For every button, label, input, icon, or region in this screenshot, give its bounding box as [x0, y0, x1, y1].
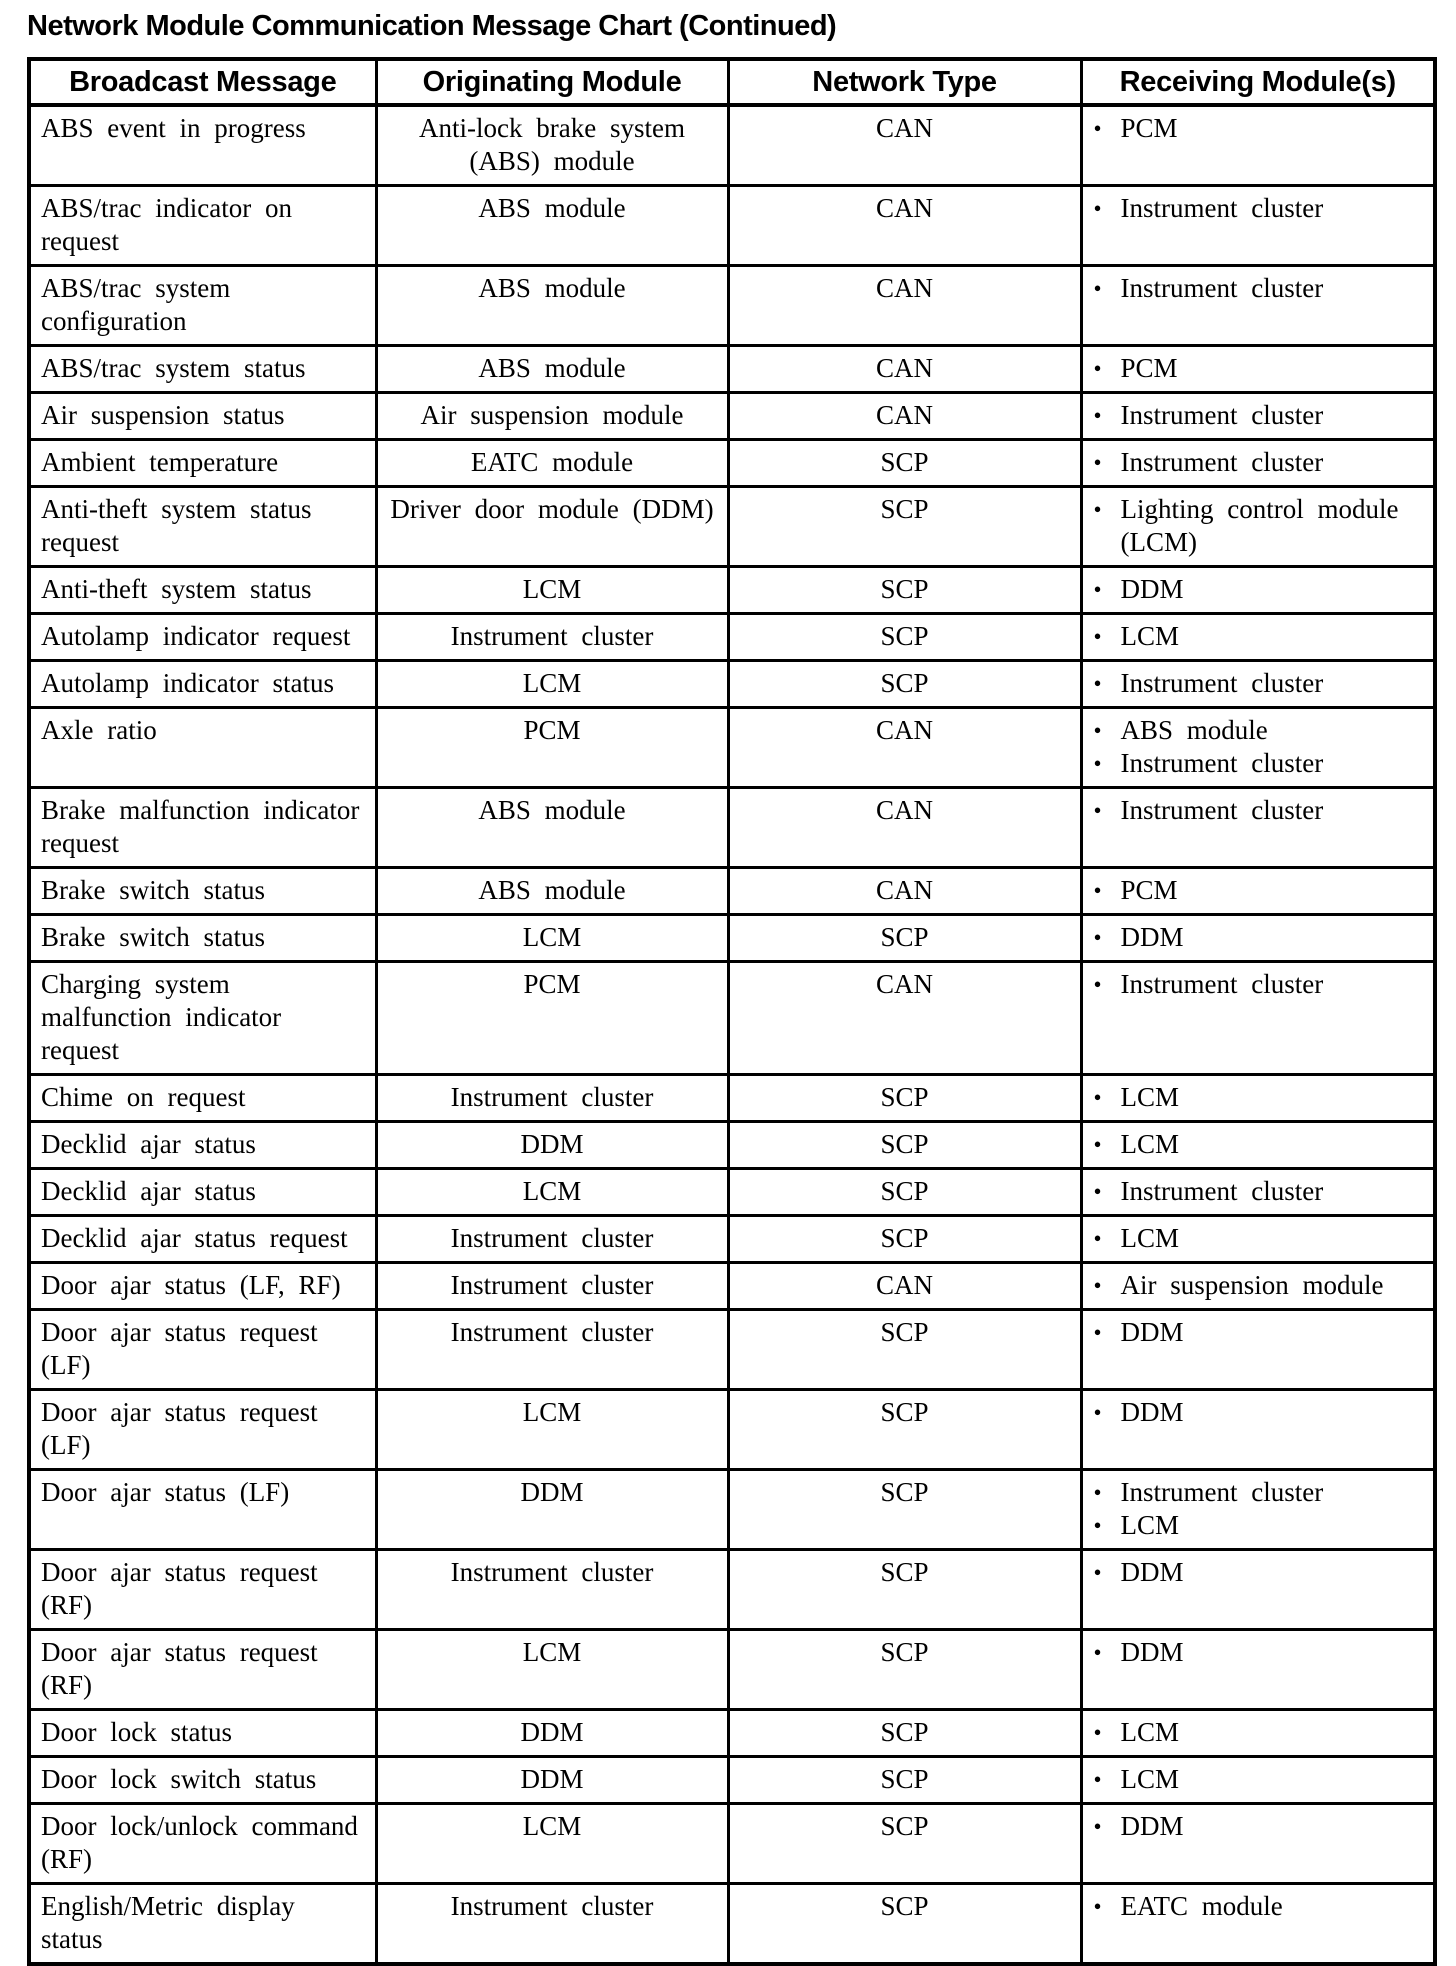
- network-type-cell: SCP: [728, 567, 1081, 614]
- bullet-icon: •: [1093, 497, 1102, 522]
- receiving-modules-cell: [1081, 266, 1435, 346]
- receiving-module-label: Instrument cluster: [1120, 400, 1324, 430]
- receiving-module-item: [1091, 1316, 1424, 1349]
- originating-module-cell: Instrument cluster: [376, 1216, 728, 1263]
- bullet-icon: •: [1093, 577, 1102, 602]
- broadcast-message-cell: Anti-theft system status: [29, 567, 376, 614]
- bullet-icon: •: [1093, 1132, 1102, 1157]
- broadcast-message-cell: Decklid ajar status request: [29, 1216, 376, 1263]
- broadcast-message-cell: Autolamp indicator status: [29, 661, 376, 708]
- bullet-icon: •: [1093, 196, 1102, 221]
- originating-module-cell: PCM: [376, 708, 728, 788]
- receiving-module-label: LCM: [1120, 1082, 1180, 1112]
- receiving-modules-cell: [1081, 440, 1435, 487]
- receiving-modules-cell: [1081, 1216, 1435, 1263]
- receiving-modules-cell: [1081, 1470, 1435, 1550]
- broadcast-message-cell: ABS event in progress: [29, 105, 376, 186]
- table-row: [29, 1390, 1435, 1470]
- broadcast-message-cell: ABS/trac indicator on request: [29, 186, 376, 266]
- table-row: [29, 346, 1435, 393]
- receiving-modules-cell: [1081, 105, 1435, 186]
- broadcast-message-cell: Door ajar status request (RF): [29, 1550, 376, 1630]
- broadcast-message-cell: Charging system malfunction indicator request: [29, 962, 376, 1075]
- network-type-cell: SCP: [728, 440, 1081, 487]
- broadcast-message-cell: Door lock status: [29, 1710, 376, 1757]
- bullet-icon: •: [1093, 1179, 1102, 1204]
- receiving-modules-cell: [1081, 393, 1435, 440]
- receiving-module-item: [1091, 112, 1424, 145]
- table-row: [29, 1263, 1435, 1310]
- receiving-module-label: Instrument cluster: [1120, 193, 1324, 223]
- network-type-cell: SCP: [728, 915, 1081, 962]
- network-type-cell: SCP: [728, 487, 1081, 567]
- bullet-icon: •: [1093, 1814, 1102, 1839]
- network-type-cell: SCP: [728, 1884, 1081, 1965]
- broadcast-message-cell: Door lock/unlock command (RF): [29, 1804, 376, 1884]
- bullet-icon: •: [1093, 798, 1102, 823]
- bullet-icon: •: [1093, 1400, 1102, 1425]
- originating-module-cell: ABS module: [376, 266, 728, 346]
- originating-module-cell: Instrument cluster: [376, 1884, 728, 1965]
- column-header-originating-module: Originating Module: [376, 59, 728, 105]
- originating-module-cell: PCM: [376, 962, 728, 1075]
- table-row: [29, 186, 1435, 266]
- network-type-cell: CAN: [728, 1263, 1081, 1310]
- receiving-modules-cell: [1081, 1630, 1435, 1710]
- receiving-modules-cell: [1081, 1122, 1435, 1169]
- originating-module-cell: Instrument cluster: [376, 614, 728, 661]
- receiving-module-item: [1091, 1222, 1424, 1255]
- receiving-modules-cell: [1081, 1169, 1435, 1216]
- broadcast-message-cell: Anti-theft system status request: [29, 487, 376, 567]
- table-row: [29, 1216, 1435, 1263]
- network-type-cell: CAN: [728, 105, 1081, 186]
- receiving-module-label: Instrument cluster: [1120, 273, 1324, 303]
- column-header-broadcast-message: Broadcast Message: [29, 59, 376, 105]
- bullet-icon: •: [1093, 1720, 1102, 1745]
- network-type-cell: CAN: [728, 788, 1081, 868]
- bullet-icon: •: [1093, 1767, 1102, 1792]
- receiving-module-label: Instrument cluster: [1120, 1477, 1324, 1507]
- receiving-modules-cell: [1081, 487, 1435, 567]
- broadcast-message-cell: Air suspension status: [29, 393, 376, 440]
- receiving-module-label: Instrument cluster: [1120, 1176, 1324, 1206]
- network-type-cell: CAN: [728, 393, 1081, 440]
- bullet-icon: •: [1093, 1640, 1102, 1665]
- originating-module-cell: Instrument cluster: [376, 1310, 728, 1390]
- bullet-icon: •: [1093, 1894, 1102, 1919]
- table-row: [29, 266, 1435, 346]
- broadcast-message-cell: Door ajar status request (LF): [29, 1310, 376, 1390]
- receiving-module-label: LCM: [1120, 621, 1180, 651]
- originating-module-cell: LCM: [376, 1804, 728, 1884]
- receiving-module-item: [1091, 352, 1424, 385]
- originating-module-cell: LCM: [376, 661, 728, 708]
- network-type-cell: SCP: [728, 1710, 1081, 1757]
- bullet-icon: •: [1093, 624, 1102, 649]
- originating-module-cell: ABS module: [376, 868, 728, 915]
- originating-module-cell: Anti-lock brake system (ABS) module: [376, 105, 728, 186]
- receiving-module-item: [1091, 1175, 1424, 1208]
- receiving-module-label: EATC module: [1120, 1891, 1283, 1921]
- table-row: [29, 915, 1435, 962]
- receiving-module-item: [1091, 1476, 1424, 1509]
- receiving-modules-cell: [1081, 708, 1435, 788]
- table-row: [29, 1884, 1435, 1965]
- network-type-cell: SCP: [728, 1075, 1081, 1122]
- network-type-cell: SCP: [728, 1122, 1081, 1169]
- table-row: [29, 1470, 1435, 1550]
- bullet-icon: •: [1093, 1320, 1102, 1345]
- table-row: [29, 1169, 1435, 1216]
- receiving-module-label: LCM: [1120, 1223, 1180, 1253]
- receiving-modules-cell: [1081, 1310, 1435, 1390]
- broadcast-message-cell: Autolamp indicator request: [29, 614, 376, 661]
- bullet-icon: •: [1093, 1226, 1102, 1251]
- originating-module-cell: LCM: [376, 1390, 728, 1470]
- page-title: Network Module Communication Message Chart (Continued): [27, 10, 837, 42]
- receiving-module-label: Instrument cluster: [1120, 795, 1324, 825]
- receiving-modules-cell: [1081, 962, 1435, 1075]
- bullet-icon: •: [1093, 1480, 1102, 1505]
- originating-module-cell: ABS module: [376, 788, 728, 868]
- bullet-icon: •: [1093, 1560, 1102, 1585]
- receiving-module-item: [1091, 794, 1424, 827]
- receiving-module-label: LCM: [1120, 1510, 1180, 1540]
- table-row: [29, 788, 1435, 868]
- receiving-module-label: DDM: [1120, 1317, 1184, 1347]
- receiving-modules-cell: [1081, 614, 1435, 661]
- table-row: [29, 614, 1435, 661]
- broadcast-message-cell: Decklid ajar status: [29, 1169, 376, 1216]
- network-type-cell: SCP: [728, 1630, 1081, 1710]
- bullet-icon: •: [1093, 972, 1102, 997]
- column-header-network-type: Network Type: [728, 59, 1081, 105]
- table-row: [29, 1804, 1435, 1884]
- table-row: [29, 393, 1435, 440]
- network-type-cell: SCP: [728, 1550, 1081, 1630]
- bullet-icon: •: [1093, 1513, 1102, 1538]
- receiving-module-item: [1091, 667, 1424, 700]
- broadcast-message-cell: Door lock switch status: [29, 1757, 376, 1804]
- receiving-module-label: LCM: [1120, 1717, 1180, 1747]
- network-type-cell: SCP: [728, 1470, 1081, 1550]
- receiving-module-item: [1091, 968, 1424, 1001]
- network-type-cell: SCP: [728, 1757, 1081, 1804]
- network-type-cell: CAN: [728, 868, 1081, 915]
- receiving-module-item: [1091, 573, 1424, 606]
- table-row: [29, 1630, 1435, 1710]
- receiving-module-item: [1091, 1396, 1424, 1429]
- receiving-modules-cell: [1081, 567, 1435, 614]
- broadcast-message-cell: Brake switch status: [29, 915, 376, 962]
- receiving-modules-cell: [1081, 1804, 1435, 1884]
- receiving-module-label: DDM: [1120, 574, 1184, 604]
- receiving-module-label: LCM: [1120, 1764, 1180, 1794]
- network-type-cell: SCP: [728, 614, 1081, 661]
- table-row: [29, 1075, 1435, 1122]
- receiving-module-label: DDM: [1120, 1397, 1184, 1427]
- receiving-module-item: [1091, 1081, 1424, 1114]
- originating-module-cell: DDM: [376, 1122, 728, 1169]
- originating-module-cell: Air suspension module: [376, 393, 728, 440]
- receiving-modules-cell: [1081, 915, 1435, 962]
- table-row: [29, 1710, 1435, 1757]
- receiving-module-item: [1091, 1269, 1424, 1302]
- receiving-module-item: [1091, 272, 1424, 305]
- table-row: [29, 105, 1435, 186]
- bullet-icon: •: [1093, 450, 1102, 475]
- originating-module-cell: Instrument cluster: [376, 1263, 728, 1310]
- receiving-module-label: DDM: [1120, 1557, 1184, 1587]
- broadcast-message-cell: Brake switch status: [29, 868, 376, 915]
- network-type-cell: CAN: [728, 186, 1081, 266]
- table-row: [29, 567, 1435, 614]
- broadcast-message-cell: Ambient temperature: [29, 440, 376, 487]
- broadcast-message-cell: Door ajar status (LF, RF): [29, 1263, 376, 1310]
- originating-module-cell: EATC module: [376, 440, 728, 487]
- table-row: [29, 962, 1435, 1075]
- receiving-module-label: PCM: [1120, 113, 1178, 143]
- receiving-modules-cell: [1081, 788, 1435, 868]
- receiving-module-label: Instrument cluster: [1120, 668, 1324, 698]
- receiving-module-label: DDM: [1120, 1637, 1184, 1667]
- receiving-module-item: [1091, 1509, 1424, 1542]
- receiving-module-item: [1091, 1890, 1424, 1923]
- table-row: [29, 440, 1435, 487]
- network-type-cell: SCP: [728, 1310, 1081, 1390]
- receiving-module-label: DDM: [1120, 1811, 1184, 1841]
- receiving-module-item: [1091, 620, 1424, 653]
- originating-module-cell: LCM: [376, 1630, 728, 1710]
- receiving-module-item: [1091, 921, 1424, 954]
- network-type-cell: CAN: [728, 708, 1081, 788]
- receiving-module-label: Lighting control module (LCM): [1120, 494, 1399, 557]
- broadcast-message-cell: Decklid ajar status: [29, 1122, 376, 1169]
- column-header-receiving-modules: Receiving Module(s): [1081, 59, 1435, 105]
- bullet-icon: •: [1093, 1273, 1102, 1298]
- receiving-modules-cell: [1081, 1075, 1435, 1122]
- bullet-icon: •: [1093, 671, 1102, 696]
- receiving-module-label: Instrument cluster: [1120, 447, 1324, 477]
- originating-module-cell: LCM: [376, 915, 728, 962]
- broadcast-message-cell: ABS/trac system status: [29, 346, 376, 393]
- network-type-cell: CAN: [728, 962, 1081, 1075]
- bullet-icon: •: [1093, 116, 1102, 141]
- receiving-module-label: Air suspension module: [1120, 1270, 1384, 1300]
- receiving-modules-cell: [1081, 1390, 1435, 1470]
- receiving-module-item: [1091, 192, 1424, 225]
- network-type-cell: SCP: [728, 1216, 1081, 1263]
- receiving-module-item: [1091, 1636, 1424, 1669]
- network-type-cell: CAN: [728, 266, 1081, 346]
- receiving-module-label: PCM: [1120, 353, 1178, 383]
- receiving-modules-cell: [1081, 186, 1435, 266]
- receiving-modules-cell: [1081, 661, 1435, 708]
- table-row: [29, 708, 1435, 788]
- broadcast-message-cell: Door ajar status (LF): [29, 1470, 376, 1550]
- receiving-module-item: [1091, 493, 1424, 559]
- receiving-module-item: [1091, 399, 1424, 432]
- originating-module-cell: Driver door module (DDM): [376, 487, 728, 567]
- table-row: [29, 1310, 1435, 1390]
- broadcast-message-cell: ABS/trac system configuration: [29, 266, 376, 346]
- bullet-icon: •: [1093, 925, 1102, 950]
- receiving-module-label: Instrument cluster: [1120, 969, 1324, 999]
- network-type-cell: SCP: [728, 1169, 1081, 1216]
- receiving-module-label: PCM: [1120, 875, 1178, 905]
- broadcast-message-cell: Door ajar status request (RF): [29, 1630, 376, 1710]
- receiving-module-label: ABS module: [1120, 715, 1268, 745]
- bullet-icon: •: [1093, 718, 1102, 743]
- originating-module-cell: LCM: [376, 1169, 728, 1216]
- originating-module-cell: LCM: [376, 567, 728, 614]
- network-type-cell: SCP: [728, 1390, 1081, 1470]
- receiving-modules-cell: [1081, 1757, 1435, 1804]
- receiving-module-item: [1091, 714, 1424, 747]
- table-row: [29, 868, 1435, 915]
- receiving-modules-cell: [1081, 1263, 1435, 1310]
- receiving-module-item: [1091, 747, 1424, 780]
- network-type-cell: SCP: [728, 1804, 1081, 1884]
- table-row: [29, 1550, 1435, 1630]
- receiving-module-item: [1091, 1556, 1424, 1589]
- broadcast-message-cell: Brake malfunction indicator request: [29, 788, 376, 868]
- receiving-module-item: [1091, 446, 1424, 479]
- receiving-module-label: DDM: [1120, 922, 1184, 952]
- broadcast-message-cell: Door ajar status request (LF): [29, 1390, 376, 1470]
- table-row: [29, 1122, 1435, 1169]
- bullet-icon: •: [1093, 356, 1102, 381]
- network-type-cell: SCP: [728, 661, 1081, 708]
- table-row: [29, 487, 1435, 567]
- receiving-modules-cell: [1081, 1884, 1435, 1965]
- message-chart-table: [27, 57, 1437, 1966]
- receiving-modules-cell: [1081, 346, 1435, 393]
- bullet-icon: •: [1093, 878, 1102, 903]
- bullet-icon: •: [1093, 276, 1102, 301]
- receiving-modules-cell: [1081, 1550, 1435, 1630]
- receiving-module-item: [1091, 1810, 1424, 1843]
- table-header-row: [29, 59, 1435, 105]
- bullet-icon: •: [1093, 1085, 1102, 1110]
- receiving-module-item: [1091, 874, 1424, 907]
- originating-module-cell: DDM: [376, 1470, 728, 1550]
- receiving-modules-cell: [1081, 868, 1435, 915]
- originating-module-cell: DDM: [376, 1757, 728, 1804]
- receiving-modules-cell: [1081, 1710, 1435, 1757]
- receiving-module-item: [1091, 1716, 1424, 1749]
- table-row: [29, 1757, 1435, 1804]
- receiving-module-label: LCM: [1120, 1129, 1180, 1159]
- originating-module-cell: ABS module: [376, 186, 728, 266]
- receiving-module-label: Instrument cluster: [1120, 748, 1324, 778]
- table-row: [29, 661, 1435, 708]
- receiving-module-item: [1091, 1763, 1424, 1796]
- bullet-icon: •: [1093, 403, 1102, 428]
- originating-module-cell: ABS module: [376, 346, 728, 393]
- bullet-icon: •: [1093, 751, 1102, 776]
- receiving-module-item: [1091, 1128, 1424, 1161]
- table-body: [29, 105, 1435, 1964]
- originating-module-cell: DDM: [376, 1710, 728, 1757]
- broadcast-message-cell: English/Metric display status: [29, 1884, 376, 1965]
- broadcast-message-cell: Chime on request: [29, 1075, 376, 1122]
- originating-module-cell: Instrument cluster: [376, 1550, 728, 1630]
- broadcast-message-cell: Axle ratio: [29, 708, 376, 788]
- originating-module-cell: Instrument cluster: [376, 1075, 728, 1122]
- network-type-cell: CAN: [728, 346, 1081, 393]
